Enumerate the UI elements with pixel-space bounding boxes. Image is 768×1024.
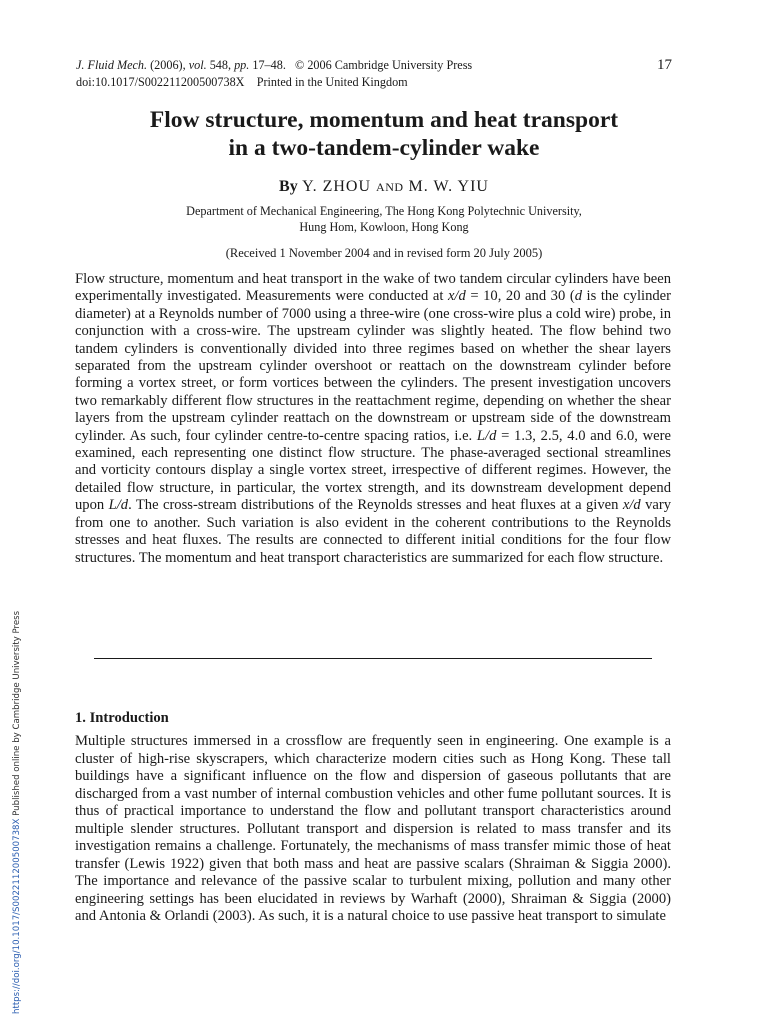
abstract-text: is the cylinder diameter) at a Reynolds number of 7000 using a three-wire (one cross-wire plus a cold wire) probe, in conjunction with a cross-wire. The upstream cylinder was slightly heated. The flow behind two tandem cylinders is conventionally divided into three regimes based on whether the shear layers separated from the upstream cylinder overshoot or reattach on the downstream cylinder before forming a vortex street, or form vortices between the cylinders. The present investigation uncovers two remarkably different flow structures in the reattachment regime, depending on whether the shear layers from the upstream cylinder reattach on the downstream or upstream side of the downstream cylinder. As such, four cylinder centre-to-centre spacing ratios, i.e. — [75, 288, 672, 444]
title-line-1: Flow structure, momentum and heat transport — [149, 107, 619, 133]
and-label: AND — [376, 180, 404, 194]
copyright-notice: © 2006 Cambridge University Press — [295, 58, 473, 72]
affiliation-line-1: Department of Mechanical Engineering, The Hong Kong Polytechnic University, — [186, 204, 582, 218]
abstract-math: x/d — [622, 497, 641, 514]
affiliation — [40, 203, 728, 235]
pages-label: pp. — [234, 58, 250, 72]
author-1: Y. ZHOU — [302, 178, 372, 195]
journal-name: J. Fluid Mech. — [76, 58, 148, 72]
paper-title — [40, 106, 728, 162]
abstract-text: = 10, 20 and 30 ( — [465, 288, 575, 305]
abstract-math: d — [574, 288, 582, 305]
running-header — [76, 57, 672, 91]
received-dates: (Received 1 November 2004 and in revised form 20 July 2005) — [225, 246, 543, 260]
affiliation-line-2: Hung Hom, Kowloon, Hong Kong — [299, 220, 469, 234]
abstract-text: = 1.3, 2.5, 4.0 and 6.0, were examined, each representing one distinct flow structure. The phase-averaged sectional streamlines and vorticity contours display a single vortex street, irrespective of different regimes. However, the detailed flow structure, in particular, the vortex strength, and its downstream development depend upon — [75, 427, 671, 514]
author-2: M. W. YIU — [408, 178, 489, 195]
abstract-divider — [94, 658, 652, 659]
abstract-text: Flow structure, momentum and heat transport in the wake of two tandem circular cylinders have been experimentally investigated. Measurements were conducted at — [75, 271, 671, 305]
title-line-2: in a two-tandem-cylinder wake — [228, 135, 540, 161]
by-label: By — [279, 178, 298, 195]
author-line — [40, 178, 728, 196]
abstract-math: L/d — [476, 427, 497, 444]
online-publication-sidebar — [12, 611, 22, 1014]
section-heading-introduction: 1. Introduction — [75, 710, 169, 726]
introduction-text: Multiple structures immersed in a crossflow are frequently seen in engineering. One example is a cluster of high-rise skyscrapers, which characterize modern cities such as Hong Kong. These tall buildings have a significant influence on the flow and dispersion of gaseous pollutants that are discharged from a vast number of internal combustion vehicles and other fume pollutant sources. It is thus of practical importance to understand the flow and pollutant transport characteristics around multiple slender structures. Pollutant transport and dispersion is related to mass transfer and its investigation remains a challenge. Fortunately, the mechanisms of mass transfer mimic those of heat transfer (Lewis 1922) given that both mass and heat are passive scalars (Shraiman & Siggia 2000). The importance and relevance of the passive scalar to turbulent mixing, pollution and many other engineering settings has been elucidated in reviews by Warhaft (2000), Shraiman & Siggia (2000) and Antonia & Orlandi (2003). As such, it is a natural choice to use passive heat transport to simulate — [75, 733, 671, 924]
abstract-math: L/d — [108, 497, 129, 514]
page-number: 17 — [657, 57, 672, 73]
sidebar-text: Published online by Cambridge University Press — [12, 610, 22, 819]
volume-label: vol. — [188, 58, 207, 72]
abstract-text: vary from one to another. Such variation is also evident in the coherent contributions to the Reynolds stresses and heat fluxes. The results are connected to different initial conditions for the four flow structures. The momentum and heat transport characteristics are summarized for each flow structure. — [75, 497, 671, 566]
abstract — [75, 271, 671, 567]
volume-number: 548, — [209, 58, 232, 72]
printed-notice: Printed in the United Kingdom — [256, 75, 408, 89]
citation-line — [76, 57, 472, 74]
abstract-math: x/d — [447, 288, 466, 305]
abstract-text: . The cross-stream distributions of the Reynolds stresses and heat fluxes at a given — [128, 497, 623, 514]
page-range: 17–48. — [252, 58, 286, 72]
journal-year: (2006), — [150, 58, 186, 72]
doi: doi:10.1017/S002211200500738X — [76, 75, 245, 89]
doi-link[interactable]: https://doi.org/10.1017/S002211200500738X — [12, 818, 22, 1014]
